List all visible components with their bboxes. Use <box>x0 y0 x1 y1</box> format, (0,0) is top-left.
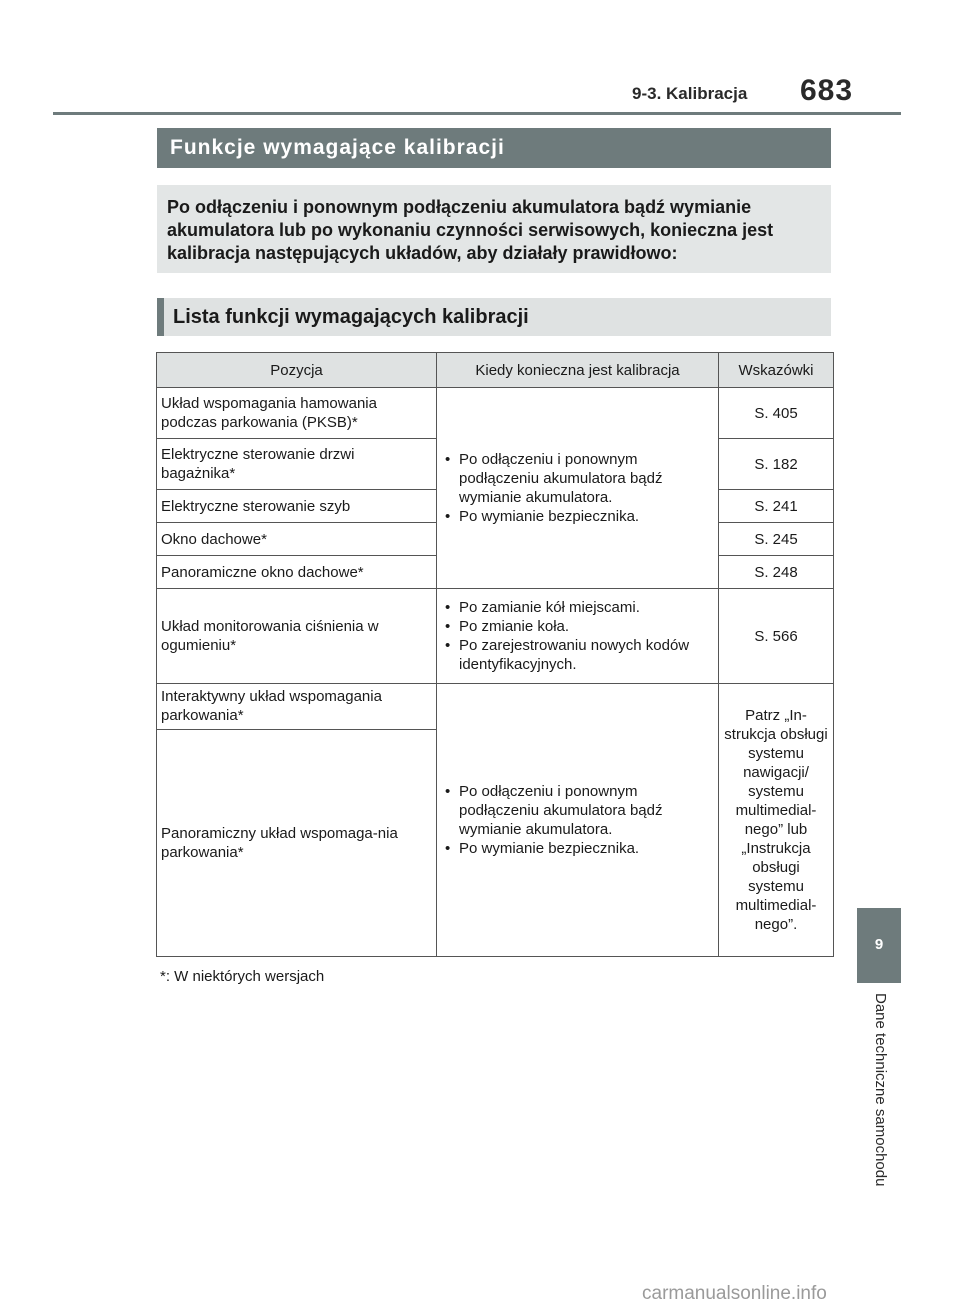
subtitle-bar <box>157 298 831 336</box>
hint-cell: S. 405 <box>719 388 834 439</box>
when-list <box>441 450 714 526</box>
page-title-bar <box>157 128 831 168</box>
section-reference: 9-3. Kalibracja <box>632 84 748 103</box>
chapter-number: 9 <box>874 936 884 953</box>
item-cell: Układ wspomagania hamowania podczas parkowania (PKSB)* <box>157 388 437 439</box>
when-list <box>441 782 714 858</box>
item-cell: Panoramiczny układ wspomaga-nia parkowania* <box>157 730 437 957</box>
hint-cell: S. 566 <box>719 589 834 684</box>
hint-cell: S. 245 <box>719 523 834 556</box>
list-item: • Po wymianie bezpiecznika. <box>441 839 714 858</box>
item-cell: Elektryczne sterowanie drzwi bagażnika* <box>157 439 437 490</box>
list-item: • Po zarejestrowaniu nowych kodów identyfikacyjnych. <box>441 636 714 674</box>
list-item: • Po odłączeniu i ponownym podłączeniu akumulatora bądź wymianie akumulatora. <box>441 782 714 839</box>
subtitle-accent <box>157 298 164 336</box>
table-header-row <box>157 353 834 388</box>
when-list <box>441 598 714 674</box>
hint-cell: S. 248 <box>719 556 834 589</box>
when-cell-group-3 <box>437 684 719 957</box>
list-item: • Po odłączeniu i ponownym podłączeniu akumulatora bądź wymianie akumulatora. <box>441 450 714 507</box>
intro-text: Po odłączeniu i ponownym podłączeniu akumulatora bądź wymianie akumulatora lub po wykonaniu czynności serwisowych, konieczna jest kalibracja następujących układów, aby działały prawidłowo: <box>167 197 774 263</box>
footnote: *: W niektórych wersjach <box>160 968 325 985</box>
hint-cell: S. 241 <box>719 490 834 523</box>
column-header-position: Pozycja <box>157 353 437 388</box>
item-cell: Układ monitorowania ciśnienia w ogumieniu* <box>157 589 437 684</box>
hint-cell-navigation: Patrz „In-strukcja obsługi systemu nawigacji/ systemu multimedial-nego” lub „Instrukcja obsługi systemu multimedial-nego”. <box>719 684 834 957</box>
list-item: • Po wymianie bezpiecznika. <box>441 507 714 526</box>
subtitle: Lista funkcji wymagających kalibracji <box>173 306 529 328</box>
item-cell: Panoramiczne okno dachowe* <box>157 556 437 589</box>
column-header-when: Kiedy konieczna jest kalibracja <box>437 353 719 388</box>
when-cell-group-2 <box>437 589 719 684</box>
watermark: carmanualsonline.info <box>642 1283 827 1304</box>
column-header-hints: Wskazówki <box>719 353 834 388</box>
table-row <box>157 388 834 439</box>
chapter-label: Dane techniczne samochodu <box>872 993 889 1187</box>
item-cell: Okno dachowe* <box>157 523 437 556</box>
hint-cell: S. 182 <box>719 439 834 490</box>
list-item: • Po zmianie koła. <box>441 617 714 636</box>
item-cell: Interaktywny układ wspomagania parkowania* <box>157 684 437 730</box>
table-row <box>157 589 834 684</box>
header-rule <box>53 112 901 115</box>
table-row <box>157 684 834 730</box>
page-title: Funkcje wymagające kalibracji <box>170 136 505 159</box>
page-number: 683 <box>800 74 854 107</box>
calibration-table <box>156 352 834 957</box>
list-item: • Po zamianie kół miejscami. <box>441 598 714 617</box>
item-cell: Elektryczne sterowanie szyb <box>157 490 437 523</box>
when-cell-group-1 <box>437 388 719 589</box>
intro-box <box>157 185 831 273</box>
chapter-tab <box>857 908 901 983</box>
